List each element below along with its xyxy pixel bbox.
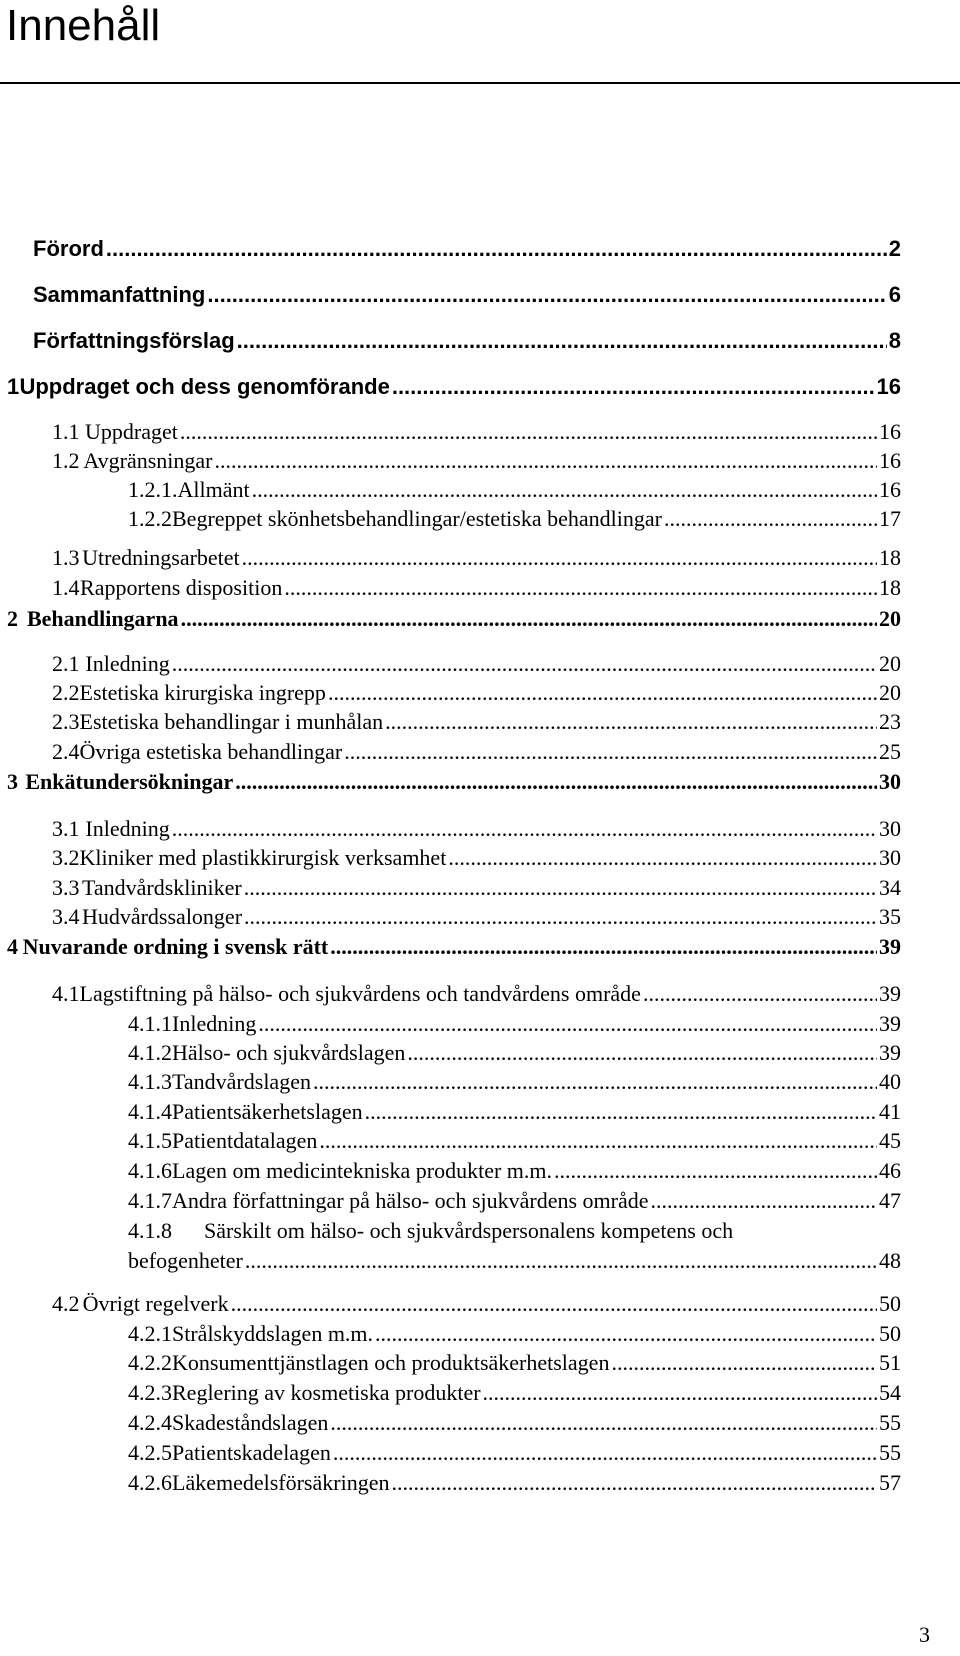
toc-entry-title: Inledning [85, 651, 170, 676]
leader-dots [328, 680, 877, 706]
toc-entry-page: 35 [879, 904, 901, 929]
toc-entry-title: Övriga estetiska behandlingar [79, 739, 343, 764]
toc-entry-forord[interactable] [33, 236, 901, 262]
toc-entry-number: 3.4 [52, 904, 80, 929]
toc-entry-title: Skadeståndslagen [172, 1410, 329, 1435]
toc-entry-page: 30 [879, 845, 901, 870]
toc-entry-4-2-1[interactable] [128, 1321, 901, 1347]
toc-entry-4-1-8-continued[interactable] [128, 1248, 901, 1274]
leader-dots [180, 419, 877, 445]
toc-entry-number: 3.3 [52, 875, 80, 900]
toc-entry-number: 3.2 [52, 845, 80, 870]
toc-entry-2-4[interactable] [52, 739, 901, 765]
toc-entry-number: 2.3 [52, 709, 80, 734]
leader-dots [242, 545, 877, 571]
toc-entry-number: 4.1.1 [128, 1011, 172, 1036]
leader-dots [483, 1380, 877, 1406]
toc-entry-number: 4.1.8 [128, 1218, 172, 1243]
toc-entry-number: 4.1 [52, 981, 80, 1006]
toc-entry-title: Övrigt regelverk [82, 1291, 229, 1316]
toc-entry-4-1-3[interactable] [128, 1069, 901, 1095]
toc-entry-4-1-4[interactable] [128, 1099, 901, 1125]
toc-entry-title: Hälso- och sjukvårdslagen [172, 1040, 406, 1065]
toc-entry-chapter-2[interactable] [7, 606, 901, 632]
leader-dots [231, 1291, 877, 1317]
toc-entry-page: 30 [879, 816, 901, 841]
toc-entry-4-2-5[interactable] [128, 1440, 901, 1466]
toc-entry-4-2-6[interactable] [128, 1470, 901, 1496]
toc-entry-number: 4.2 [52, 1291, 80, 1316]
toc-entry-page: 20 [879, 606, 901, 631]
toc-entry-page: 16 [879, 448, 901, 473]
toc-entry-page: 8 [888, 328, 901, 353]
toc-entry-4-1-8[interactable] [128, 1218, 901, 1244]
leader-dots [258, 1011, 877, 1037]
toc-entry-number: 4.1.6 [128, 1158, 172, 1183]
toc-entry-page: 2 [888, 236, 901, 261]
leader-dots [235, 769, 877, 795]
toc-entry-number: 4.1.5 [128, 1128, 172, 1153]
leader-dots [344, 739, 877, 765]
toc-entry-title: Lagstiftning på hälso- och sjukvårdens och tandvårdens område [79, 981, 641, 1006]
leader-dots [392, 374, 875, 400]
leader-dots [214, 448, 877, 474]
toc-entry-page: 16 [876, 374, 901, 399]
toc-entry-1-2[interactable] [52, 448, 901, 474]
toc-entry-page: 54 [879, 1380, 901, 1405]
leader-dots [106, 236, 887, 262]
toc-entry-2-2[interactable] [52, 680, 901, 706]
toc-entry-page: 57 [879, 1470, 901, 1495]
toc-entry-chapter-4[interactable] [7, 934, 901, 960]
toc-entry-title: Patientsäkerhetslagen [172, 1099, 363, 1124]
toc-entry-4-1[interactable] [52, 981, 901, 1007]
toc-entry-title: Hudvårdssalonger [81, 904, 243, 929]
toc-entry-title: Strålskyddslagen m.m. [172, 1321, 374, 1346]
toc-entry-4-1-5[interactable] [128, 1128, 901, 1154]
leader-dots [237, 328, 887, 354]
toc-entry-page: 41 [879, 1099, 901, 1124]
toc-entry-title-continued: befogenheter [128, 1248, 243, 1273]
toc-entry-title: Avgränsningar [83, 448, 213, 473]
toc-entry-number: 1.2.1. [128, 477, 178, 502]
toc-entry-title: Estetiska kirurgiska ingrepp [79, 680, 326, 705]
toc-entry-page: 45 [879, 1128, 901, 1153]
toc-entry-title: Nuvarande ordning i svensk rätt [22, 934, 329, 959]
leader-dots [330, 934, 877, 960]
toc-entry-chapter-3[interactable] [7, 769, 901, 795]
leader-dots [207, 282, 886, 308]
leader-dots [172, 816, 877, 842]
toc-entry-forfattningsforslag[interactable] [33, 328, 901, 354]
page-title: Innehåll [6, 1, 161, 50]
toc-entry-title: Tandvårdslagen [172, 1069, 311, 1094]
toc-entry-number: 4.2.5 [128, 1440, 172, 1465]
leader-dots [651, 1188, 877, 1214]
leader-dots [365, 1099, 877, 1125]
toc-entry-page: 55 [879, 1410, 901, 1435]
page-number: 3 [919, 1622, 930, 1647]
leader-dots [245, 1248, 877, 1274]
leader-dots [244, 875, 877, 901]
toc-entry-3-4[interactable] [52, 904, 901, 930]
toc-entry-title: Konsumenttjänstlagen och produktsäkerhetslagen [172, 1350, 610, 1375]
toc-entry-title: Patientskadelagen [172, 1440, 331, 1465]
toc-entry-4-1-2[interactable] [128, 1040, 901, 1066]
toc-entry-title: Särskilt om hälso- och sjukvårdspersonalens kompetens och [204, 1218, 734, 1243]
toc-entry-2-1[interactable] [52, 651, 901, 677]
toc-entry-title: Läkemedelsförsäkringen [172, 1470, 390, 1495]
toc-entry-number: 2.2 [52, 680, 80, 705]
toc-entry-title: Sammanfattning [33, 282, 206, 307]
leader-dots [172, 651, 877, 677]
toc-entry-number: 1.2.2 [128, 506, 172, 531]
toc-entry-title: Förord [33, 236, 104, 261]
leader-dots [664, 506, 877, 532]
toc-entry-page: 39 [879, 981, 901, 1006]
toc-entry-page: 30 [879, 769, 901, 794]
toc-entry-title: Allmänt [177, 477, 250, 502]
toc-entry-1-2-2[interactable] [128, 506, 901, 532]
toc-entry-1-2-1[interactable] [128, 477, 901, 503]
toc-entry-3-2[interactable] [52, 845, 901, 871]
toc-entry-title: Andra författningar på hälso- och sjukvårdens område [172, 1188, 649, 1213]
leader-dots [244, 904, 877, 930]
toc-entry-title: Inledning [172, 1011, 257, 1036]
toc-entry-chapter-1[interactable] [7, 374, 901, 400]
leader-dots [643, 981, 877, 1007]
toc-entry-title: Behandlingarna [26, 606, 179, 631]
toc-entry-2-3[interactable] [52, 709, 901, 735]
leader-dots [391, 1470, 877, 1496]
toc-entry-page: 23 [879, 709, 901, 734]
toc-entry-title: Estetiska behandlingar i munhålan [79, 709, 384, 734]
toc-entry-1-4[interactable] [52, 575, 901, 601]
toc-entry-number: 3.1 [52, 816, 80, 841]
leader-dots [407, 1040, 877, 1066]
toc-entry-title: Författningsförslag [33, 328, 235, 353]
leader-dots [284, 575, 877, 601]
toc-entry-number: 4.1.3 [128, 1069, 172, 1094]
leader-dots [319, 1128, 877, 1154]
toc-entry-page: 20 [879, 680, 901, 705]
toc-entry-number: 2 [7, 606, 18, 631]
toc-entry-page: 47 [879, 1188, 901, 1213]
toc-entry-page: 20 [879, 651, 901, 676]
toc-entry-title: Lagen om medicintekniska produkter m.m. [172, 1158, 553, 1183]
toc-entry-number: 4.1.4 [128, 1099, 172, 1124]
toc-entry-sammanfattning[interactable] [33, 282, 901, 308]
leader-dots [330, 1410, 877, 1436]
toc-entry-title: Patientdatalagen [172, 1128, 318, 1153]
toc-entry-page: 6 [888, 282, 901, 307]
leader-dots [385, 709, 877, 735]
toc-entry-number: 1.3 [52, 545, 80, 570]
toc-entry-title: Rapportens disposition [80, 575, 283, 600]
toc-entry-page: 55 [879, 1440, 901, 1465]
toc-entry-page: 34 [879, 875, 901, 900]
toc-entry-title: Uppdraget och dess genomförande [19, 374, 390, 399]
toc-entry-page: 18 [879, 575, 901, 600]
toc-entry-number: 3 [7, 769, 18, 794]
toc-entry-page: 50 [879, 1291, 901, 1316]
toc-entry-number: 2.1 [52, 651, 80, 676]
toc-entry-3-3[interactable] [52, 875, 901, 901]
toc-entry-page: 40 [879, 1069, 901, 1094]
leader-dots [333, 1440, 877, 1466]
leader-dots [313, 1069, 877, 1095]
leader-dots [554, 1158, 877, 1184]
toc-entry-1-1[interactable] [52, 419, 901, 445]
toc-entry-number: 2.4 [52, 739, 80, 764]
toc-entry-1-3[interactable] [52, 545, 901, 571]
toc-entry-4-2-2[interactable] [128, 1350, 901, 1376]
toc-entry-title: Enkätundersökningar [25, 769, 234, 794]
toc-entry-number: 1.4 [52, 575, 80, 600]
leader-dots [448, 845, 877, 871]
toc-entry-page: 48 [879, 1248, 901, 1273]
toc-entry-number: 4.2.2 [128, 1350, 172, 1375]
toc-entry-page: 16 [879, 477, 901, 502]
toc-entry-page: 51 [879, 1350, 901, 1375]
toc-entry-4-1-7[interactable] [128, 1188, 901, 1214]
leader-dots [611, 1350, 877, 1376]
toc-entry-title: Begreppet skönhetsbehandlingar/estetiska behandlingar [172, 506, 662, 531]
leader-dots [375, 1321, 877, 1347]
toc-entry-title: Uppdraget [84, 419, 178, 444]
toc-entry-title: Tandvårdskliniker [81, 875, 242, 900]
toc-entry-title: Reglering av kosmetiska produkter [172, 1380, 481, 1405]
toc-entry-4-1-6[interactable] [128, 1158, 901, 1184]
toc-entry-page: 16 [879, 419, 901, 444]
leader-dots [252, 477, 877, 503]
toc-entry-page: 50 [879, 1321, 901, 1346]
toc-entry-page: 18 [879, 545, 901, 570]
toc-entry-4-2-4[interactable] [128, 1410, 901, 1436]
toc-entry-4-2[interactable] [52, 1291, 901, 1317]
toc-entry-number: 1.2 [52, 448, 80, 473]
toc-entry-number: 1 [7, 374, 20, 399]
toc-entry-number: 4.2.6 [128, 1470, 172, 1495]
toc-entry-page: 39 [879, 1040, 901, 1065]
toc-entry-4-1-1[interactable] [128, 1011, 901, 1037]
toc-entry-title: Kliniker med plastikkirurgisk verksamhet [79, 845, 447, 870]
toc-entry-title: Inledning [85, 816, 170, 841]
toc-entry-number: 4.2.3 [128, 1380, 172, 1405]
toc-entry-number: 4.2.1 [128, 1321, 172, 1346]
toc-entry-number: 4 [7, 934, 18, 959]
toc-entry-page: 17 [879, 506, 901, 531]
toc-entry-number: 1.1 [52, 419, 80, 444]
toc-entry-page: 39 [879, 1011, 901, 1036]
toc-entry-number: 4.2.4 [128, 1410, 172, 1435]
toc-entry-title: Utredningsarbetet [82, 545, 240, 570]
toc-entry-number: 4.1.7 [128, 1188, 172, 1213]
toc-entry-page: 39 [879, 934, 901, 959]
toc-entry-4-2-3[interactable] [128, 1380, 901, 1406]
toc-entry-number: 4.1.2 [128, 1040, 172, 1065]
toc-entry-page: 25 [879, 739, 901, 764]
toc-entry-3-1[interactable] [52, 816, 901, 842]
toc-entry-page: 46 [879, 1158, 901, 1183]
leader-dots [181, 606, 877, 632]
